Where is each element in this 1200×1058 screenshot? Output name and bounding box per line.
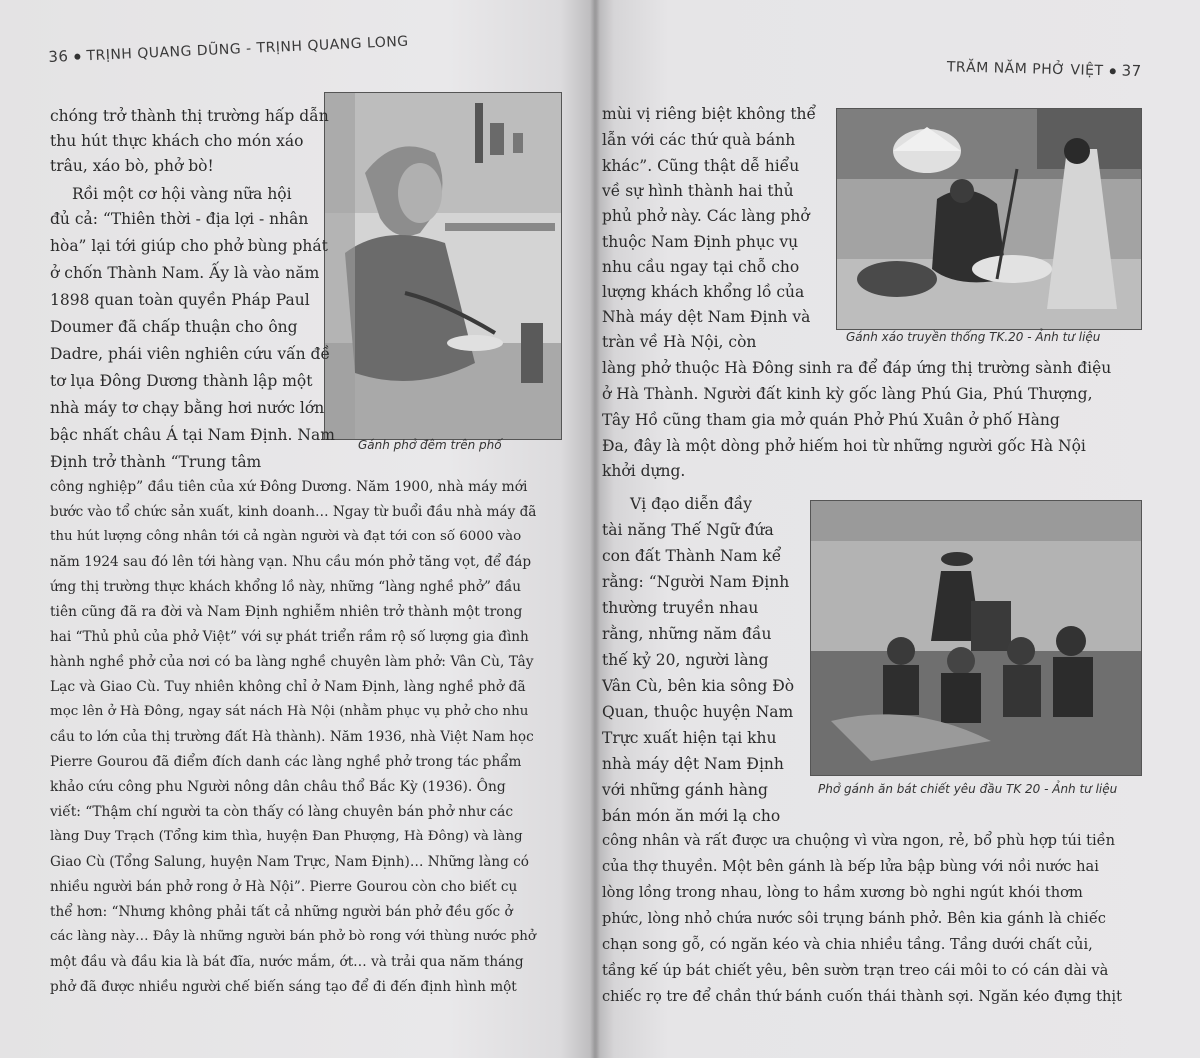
text-line: khảo cứu công phu Người nông dân châu thổ Bắc Kỳ (1936). Ông — [50, 779, 506, 795]
text-line: thế kỷ 20, người làng — [602, 651, 769, 669]
old-vendor-sketch-icon — [325, 93, 561, 439]
text-line: ứng thị trường thực khách khổng lồ này, những “làng nghề phở” đầu — [50, 579, 522, 595]
text-line: nhà máy tơ chạy bằng hơi nước lớn — [50, 399, 325, 417]
text-line: thu hút lượng công nhân tới cả ngàn người và đạt tới con số 6000 vào — [50, 529, 522, 544]
right-page-header — [947, 57, 1142, 80]
text-line: Trực xuất hiện tại khu — [602, 729, 777, 747]
text-line: Doumer đã chấp thuận cho ông — [50, 318, 298, 336]
text-line: lẫn với các thứ quà bánh — [602, 131, 796, 149]
top-right-photo-caption: Gánh xáo truyền thống TK.20 - Ảnh tư liệu — [846, 330, 1101, 344]
text-line: trâu, xáo bò, phở bò! — [50, 157, 214, 175]
text-line: rằng: “Người Nam Định — [602, 573, 790, 591]
text-line: một đầu và đầu kia là bát đĩa, nước mắm, ớt… và trải qua năm tháng — [50, 954, 524, 970]
text-line: làng Duy Trạch (Tổng kim thìa, huyện Đan Phượng, Hà Đông) và làng — [50, 829, 523, 844]
text-line: thể hơn: “Nhưng không phải tất cả những người bán phở đều gốc ở — [50, 904, 513, 920]
text-line: thu hút thực khách cho món xáo — [50, 132, 304, 150]
text-line: Tây Hồ cũng tham gia mở quán Phở Phú Xuân ở phố Hàng — [602, 411, 1060, 429]
children-eating-pho-photo-icon — [811, 501, 1141, 775]
text-line: rằng, những năm đầu — [602, 625, 772, 643]
text-line: mùi vị riêng biệt không thể — [602, 105, 817, 123]
text-line: Giao Cù (Tổng Salung, huyện Nam Trực, Nam Định)… Những làng có — [50, 854, 529, 870]
text-line: bán món ăn mới lạ cho — [602, 807, 781, 825]
text-line: Vị đạo diễn đầy — [630, 495, 753, 513]
top-right-photo — [836, 108, 1142, 330]
text-line: phức, lòng nhỏ chứa nước sôi trụng bánh phở. Bên kia gánh là chiếc — [602, 910, 1106, 927]
street-vendor-photo-icon — [837, 109, 1141, 329]
text-line: bước vào tổ chức sản xuất, kinh doanh… Ngay từ buổi đầu nhà máy đã — [50, 504, 537, 520]
text-line: tơ lụa Đông Dương thành lập một — [50, 372, 313, 390]
text-line: chiếc rọ tre để chần thứ bánh cuốn thái thành sợi. Ngăn kéo đựng thịt — [602, 988, 1122, 1005]
text-line: lòng lồng trong nhau, lòng to hầm xương bò nghi ngút khói thơm — [602, 884, 1083, 901]
text-line: thường truyền nhau — [602, 599, 759, 617]
text-line: Rồi một cơ hội vàng nữa hội — [72, 185, 292, 203]
text-line: khác”. Cũng thật dễ hiểu — [602, 157, 800, 175]
left-page — [0, 0, 596, 1058]
left-figure-caption: Gánh phở đêm trên phố — [358, 438, 502, 452]
text-line: Pierre Gourou đã điểm đích danh các làng nghề phở trong tác phẩm — [50, 754, 522, 770]
text-line: viết: “Thậm chí người ta còn thấy có làng chuyên bán phở như các — [50, 804, 514, 820]
text-line: phở đã được nhiều người chế biến sáng tạo để đi đến định hình một — [50, 979, 517, 995]
text-line: ở chốn Thành Nam. Ấy là vào năm — [50, 264, 320, 282]
text-line: Nhà máy dệt Nam Định và — [602, 308, 811, 326]
text-line: làng phở thuộc Hà Đông sinh ra để đáp ứng thị trường sành điệu — [602, 359, 1112, 377]
text-line: nhiều người bán phở rong ở Hà Nội”. Pierre Gourou còn cho biết cụ — [50, 879, 518, 895]
text-line: Đa, đây là một dòng phở hiếm hoi từ những người gốc Hà Nội — [602, 437, 1086, 455]
text-line: Lạc và Giao Cù. Tuy nhiên không chỉ ở Nam Định, làng nghề phở đã — [50, 679, 526, 695]
text-line: đủ cả: “Thiên thời - địa lợi - nhân — [50, 210, 309, 228]
right-page-number: 37 — [1121, 61, 1142, 80]
text-line: chóng trở thành thị trường hấp dẫn — [50, 107, 329, 125]
text-line: tầng kế úp bát chiết yêu, bên sườn trạn treo cái môi to có cán dài và — [602, 962, 1109, 979]
text-line: cầu to lớn của thị trường đất Hà thành). Năm 1936, nhà Việt Nam học — [50, 729, 534, 745]
left-page-number: 36 — [48, 47, 69, 66]
left-header-title: TRỊNH QUANG DŨNG - TRỊNH QUANG LONG — [86, 33, 409, 65]
text-line: công nghiệp” đầu tiên của xứ Đông Dương. Năm 1900, nhà máy mới — [50, 479, 528, 495]
text-line: công nhân và rất được ưa chuộng vì vừa ngon, rẻ, bổ phù hợp túi tiền — [602, 832, 1116, 849]
text-line: tiên cũng đã ra đời và Nam Định nghiễm nhiên trở thành một trong — [50, 604, 523, 620]
left-illustration — [324, 92, 562, 440]
text-line: tràn về Hà Nội, còn — [602, 333, 757, 351]
text-line: về sự hình thành hai thủ — [602, 182, 794, 200]
right-header-title: TRĂM NĂM PHỞ VIỆT — [946, 59, 1104, 80]
text-line: nhu cầu ngay tại chỗ cho — [602, 258, 800, 276]
text-line: nhà máy dệt Nam Định — [602, 755, 784, 773]
book-gutter — [590, 0, 600, 1058]
text-line: Quan, thuộc huyện Nam — [602, 703, 794, 721]
right-page — [596, 0, 1200, 1058]
text-line: khởi dựng. — [602, 462, 686, 480]
left-page-header — [48, 32, 409, 66]
text-line: hai “Thủ phủ của phở Việt” với sự phát triển rầm rộ số lượng gia đình — [50, 629, 529, 645]
text-line: mọc lên ở Hà Đông, ngay sát nách Hà Nội (nhằm phục vụ phở cho nhu — [50, 704, 529, 719]
text-line: các làng này… Đây là những người bán phở bò rong với thùng nước phở — [50, 929, 536, 944]
text-line: 1898 quan toàn quyền Pháp Paul — [50, 291, 310, 309]
text-line: Vân Cù, bên kia sông Đò — [602, 677, 795, 695]
text-line: hành nghề phở của nơi có ba làng nghề chuyên làm phở: Vân Cù, Tây — [50, 654, 534, 670]
text-line: của thợ thuyền. Một bên gánh là bếp lửa bập bùng với nồi nước hai — [602, 858, 1099, 875]
bullet-dot-icon — [74, 54, 80, 60]
text-line: lượng khách khổng lồ của — [602, 283, 805, 301]
text-line: Định trở thành “Trung tâm — [50, 453, 262, 471]
text-line: bậc nhất châu Á tại Nam Định. Nam — [50, 426, 335, 444]
text-line: với những gánh hàng — [602, 781, 768, 799]
text-line: năm 1924 sau đó lên tới hàng vạn. Nhu cầu món phở tăng vọt, để đáp — [50, 554, 532, 570]
text-line: tài năng Thế Ngữ đứa — [602, 521, 774, 539]
text-line: ở Hà Thành. Người đất kinh kỳ gốc làng Phú Gia, Phú Thượng, — [602, 385, 1093, 403]
text-line: phủ phở này. Các làng phở — [602, 207, 810, 225]
text-line: hòa” lại tới giúp cho phở bùng phát — [50, 237, 328, 255]
text-line: con đất Thành Nam kể — [602, 547, 782, 565]
text-line: thuộc Nam Định phục vụ — [602, 233, 799, 251]
bullet-dot-icon — [1110, 68, 1116, 74]
bottom-right-photo — [810, 500, 1142, 776]
text-line: Dadre, phái viên nghiên cứu vấn đề — [50, 345, 330, 363]
bottom-right-photo-caption: Phở gánh ăn bát chiết yêu đầu TK 20 - Ảnh tư liệu — [818, 782, 1118, 796]
text-line: chạn song gỗ, có ngăn kéo và chia nhiều tầng. Tầng dưới chất củi, — [602, 936, 1093, 953]
